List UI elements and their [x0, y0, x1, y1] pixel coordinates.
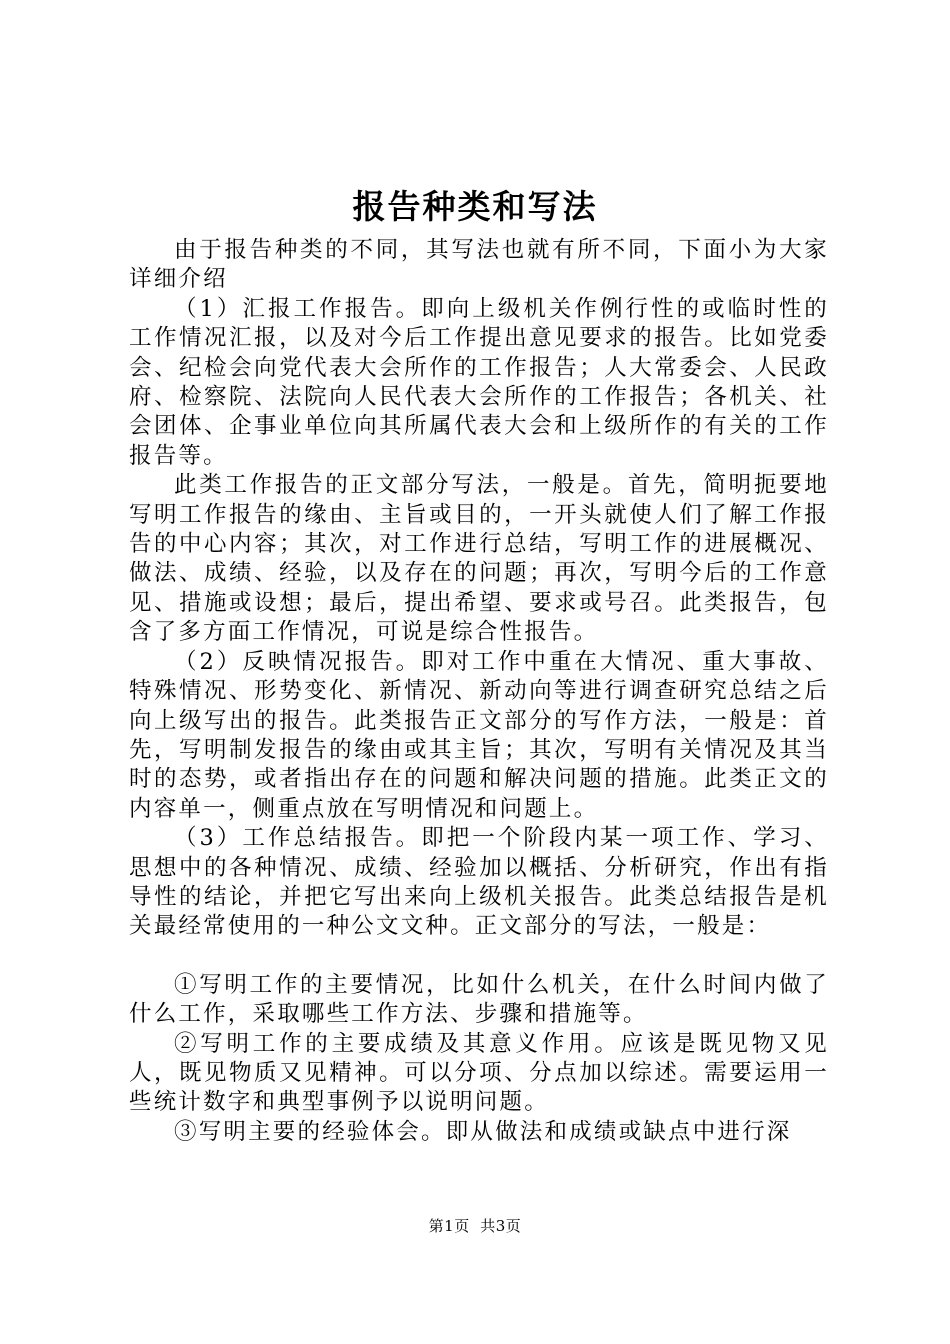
list-item-2: ②写明工作的主要成绩及其意义作用。应该是既见物又见人，既见物质又见精神。可以分项、分点加以综述。需要运用一些统计数字和典型事例予以说明问题。	[129, 1030, 829, 1116]
page-total: 共3页	[480, 1217, 522, 1235]
section-2-paragraph: （2）反映情况报告。即对工作中重在大情况、重大事故、特殊情况、形势变化、新情况、新动向等进行调查研究总结之后向上级写出的报告。此类报告正文部分的写作方法，一般是：首先，写明制发报告的缘由或其主旨；其次，写明有关情况及其当时的态势，或者指出存在的问题和解决问题的措施。此类正文的内容单一，侧重点放在写明情况和问题上。	[129, 648, 829, 822]
list-item-3: ③写明主要的经验体会。即从做法和成绩或缺点中进行深	[174, 1118, 792, 1145]
section-3-paragraph: （3）工作总结报告。即把一个阶段内某一项工作、学习、思想中的各种情况、成绩、经验加以概括、分析研究，作出有指导性的结论，并把它写出来向上级机关报告。此类总结报告是机关最经常使用的一种公文文种。正文部分的写法，一般是：	[129, 825, 829, 940]
page-number: 第1页	[428, 1217, 470, 1235]
document-title: 报告种类和写法	[352, 187, 598, 226]
page-footer	[0, 1216, 950, 1236]
section-1-detail-paragraph: 此类工作报告的正文部分写法，一般是。首先，简明扼要地写明工作报告的缘由、主旨或目的，一开头就使人们了解工作报告的中心内容；其次，对工作进行总结，写明工作的进展概况、做法、成绩、经验，以及存在的问题；再次，写明今后的工作意见、措施或设想；最后，提出希望、要求或号召。此类报告，包含了多方面工作情况，可说是综合性报告。	[129, 472, 829, 646]
section-1-paragraph: （1）汇报工作报告。即向上级机关作例行性的或临时性的工作情况汇报，以及对今后工作提出意见要求的报告。比如党委会、纪检会向党代表大会所作的工作报告；人大常委会、人民政府、检察院、法院向人民代表大会所作的工作报告；各机关、社会团体、企事业单位向其所属代表大会和上级所作的有关的工作报告等。	[129, 295, 829, 469]
document-body	[129, 236, 829, 1147]
intro-paragraph: 由于报告种类的不同，其写法也就有所不同，下面小为大家详细介绍	[129, 237, 829, 293]
list-item-1: ①写明工作的主要情况，比如什么机关，在什么时间内做了什么工作，采取哪些工作方法、步骤和措施等。	[129, 971, 829, 1028]
